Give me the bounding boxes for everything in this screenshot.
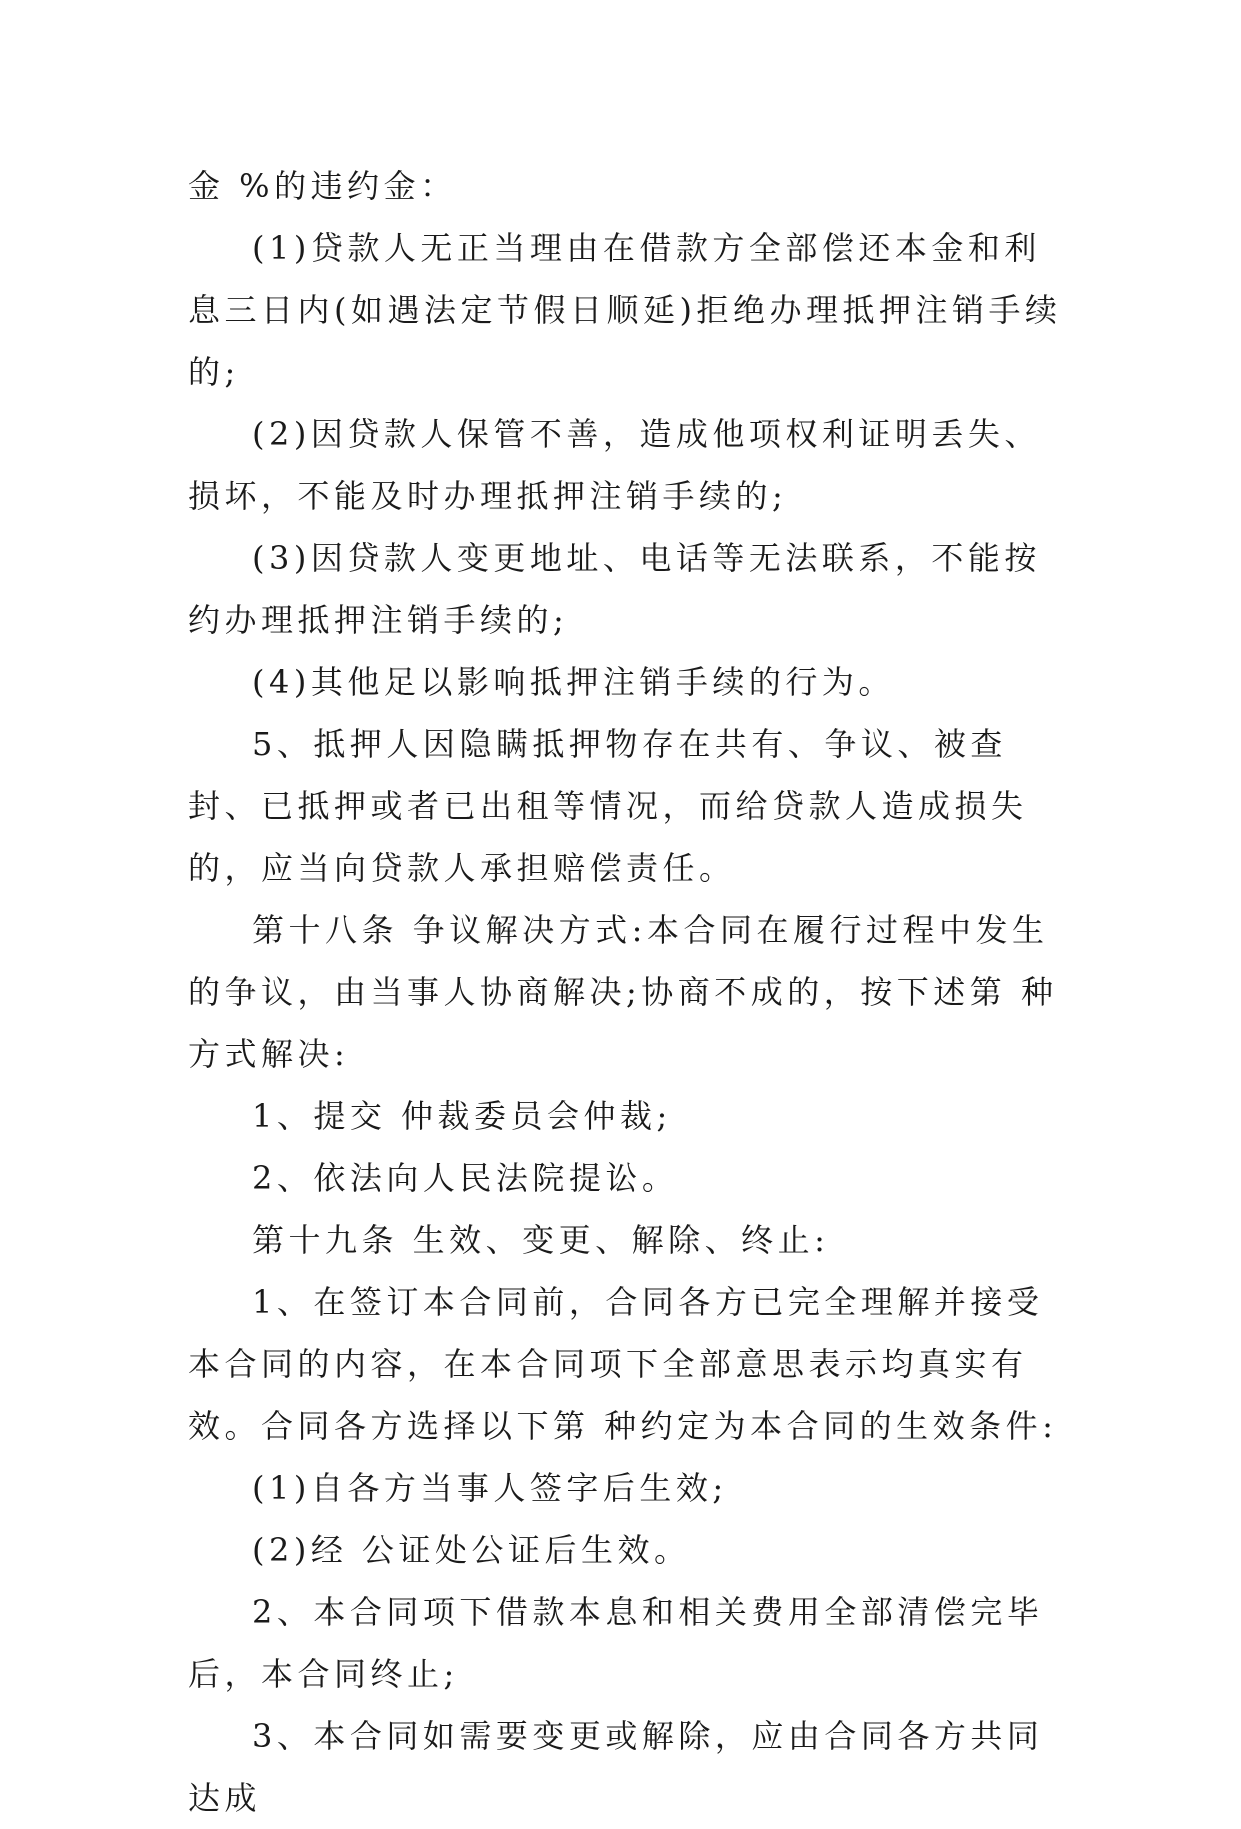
paragraph: (2)因贷款人保管不善，造成他项权利证明丢失、损坏，不能及时办理抵押注销手续的; [188,415,1041,515]
paragraph: (1)自各方当事人签字后生效; [252,1469,728,1507]
paragraph: 第十九条 生效、变更、解除、终止: [252,1221,830,1259]
paragraph: (1)贷款人无正当理由在借款方全部偿还本金和利息三日内(如遇法定节假日顺延)拒绝办理抵押注销手续的; [188,229,1062,391]
paragraph: 1、在签订本合同前，合同各方已完全理解并接受本合同的内容，在本合同项下全部意思表示均真实有效。合同各方选择以下第 种约定为本合同的生效条件: [188,1283,1058,1445]
paragraph: 5、抵押人因隐瞒抵押物存在共有、争议、被查封、已抵押或者已出租等情况，而给贷款人造成损失的，应当向贷款人承担赔偿责任。 [188,725,1028,887]
paragraph: 3、本合同如需要变更或解除，应由合同各方共同达成 [188,1717,1044,1817]
paragraph: 金 %的违约金： [188,167,457,205]
paragraph: 2、本合同项下借款本息和相关费用全部清偿完毕后，本合同终止; [188,1593,1044,1693]
paragraph: (2)经 公证处公证后生效。 [252,1531,691,1569]
paragraph: 1、提交 仲裁委员会仲裁; [252,1097,672,1135]
paragraph: (4)其他足以影响抵押注销手续的行为。 [252,663,895,701]
paragraph: 第十八条 争议解决方式:本合同在履行过程中发生的争议，由当事人协商解决;协商不成的，按下述第 种方式解决: [188,911,1058,1073]
paragraph: 2、依法向人民法院提讼。 [252,1159,679,1197]
document-body [188,155,1068,1829]
paragraph: (3)因贷款人变更地址、电话等无法联系，不能按约办理抵押注销手续的; [188,539,1041,639]
